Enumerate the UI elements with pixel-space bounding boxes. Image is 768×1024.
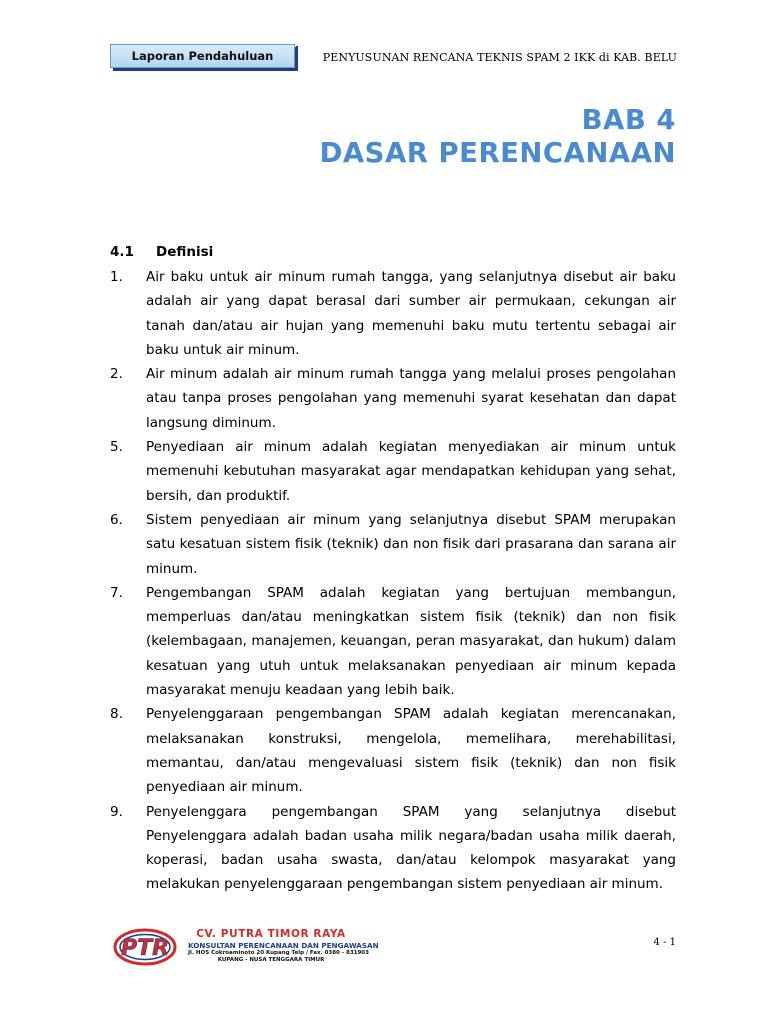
- company-info: [188, 928, 379, 964]
- page-number: 4 - 1: [653, 937, 676, 948]
- report-type-badge: [110, 44, 295, 68]
- running-header-title: PENYUSUNAN RENCANA TEKNIS SPAM 2 IKK di KAB. BELU: [322, 51, 677, 64]
- company-name: CV. PUTRA TIMOR RAYA: [196, 928, 346, 940]
- list-item: [110, 435, 676, 508]
- item-number: 5.: [110, 439, 123, 456]
- section-title: Definisi: [156, 244, 214, 260]
- chapter-heading: [320, 104, 676, 170]
- item-text: Penyelenggara pengembangan SPAM yang selanjutnya disebut Penyelenggara adalah badan usaha milik negara/badan usaha milik daerah, koperasi, badan usaha swasta, dan/atau kelompok masyarakat yang melakukan penyelenggaraan pengembangan sistem penyediaan air minum.: [146, 803, 676, 893]
- item-text: Penyelenggaraan pengembangan SPAM adalah kegiatan merencanakan, melaksanakan konstruksi, mengelola, memelihara, merehabilitasi, memantau, dan/atau mengevaluasi sistem fisik (teknik) dan non fisik penyediaan air minum.: [146, 706, 676, 796]
- report-type-label: Laporan Pendahuluan: [131, 49, 274, 63]
- item-text: Air minum adalah air minum rumah tangga yang melalui proses pengolahan atau tanpa proses pengolahan yang memenuhi syarat kesehatan dan dapat langsung diminum.: [146, 366, 676, 431]
- item-number: 9.: [110, 803, 123, 820]
- list-item: [110, 265, 676, 362]
- definition-list: [110, 265, 676, 897]
- company-tagline: KONSULTAN PERENCANAAN DAN PENGAWASAN: [188, 941, 379, 950]
- list-item: [110, 362, 676, 435]
- item-number: 6.: [110, 511, 123, 528]
- item-text: Penyediaan air minum adalah kegiatan menyediakan air minum untuk memenuhi kebutuhan masyarakat agar mendapatkan kehidupan yang sehat, bersih, dan produktif.: [146, 439, 676, 504]
- chapter-label: BAB 4: [581, 104, 676, 136]
- list-item: [110, 581, 676, 702]
- company-city: KUPANG - NUSA TENGGARA TIMUR: [217, 957, 325, 963]
- item-number: 7.: [110, 584, 123, 601]
- list-item: [110, 508, 676, 581]
- section-heading: [110, 244, 213, 260]
- item-text: Pengembangan SPAM adalah kegiatan yang bertujuan membangun, memperluas dan/atau meningkatkan sistem fisik (teknik) dan non fisik (kelembagaan, manajemen, keuangan, peran masyarakat, dan hukum) dalam kesatuan yang utuh untuk melaksanakan penyediaan air minum kepada masyarakat menuju keadaan yang lebih baik.: [146, 584, 676, 699]
- chapter-title: DASAR PERENCANAAN: [319, 137, 676, 169]
- ptr-logo-icon: [113, 928, 177, 966]
- item-number: 1.: [110, 269, 123, 285]
- item-text: Air baku untuk air minum rumah tangga, yang selanjutnya disebut air baku adalah air yang dapat berasal dari sumber air permukaan, cekungan air tanah dan/atau air hujan yang memenuhi baku mutu tertentu sebagai air baku untuk air minum.: [146, 269, 676, 358]
- logo-lettering: PTR: [120, 936, 170, 961]
- item-number: 8.: [110, 706, 123, 723]
- list-item: [110, 800, 676, 897]
- company-logo: [113, 928, 177, 970]
- header-divider: [296, 46, 298, 70]
- list-item: [110, 702, 676, 799]
- item-text: Sistem penyediaan air minum yang selanjutnya disebut SPAM merupakan satu kesatuan sistem fisik (teknik) dan non fisik dari prasarana dan sarana air minum.: [146, 511, 676, 577]
- company-address: Jl. HOS Cokroaminoto 20 Kupang Telp / Fax. 0380 - 831903: [188, 950, 369, 956]
- section-number: 4.1: [110, 244, 134, 260]
- item-number: 2.: [110, 366, 123, 383]
